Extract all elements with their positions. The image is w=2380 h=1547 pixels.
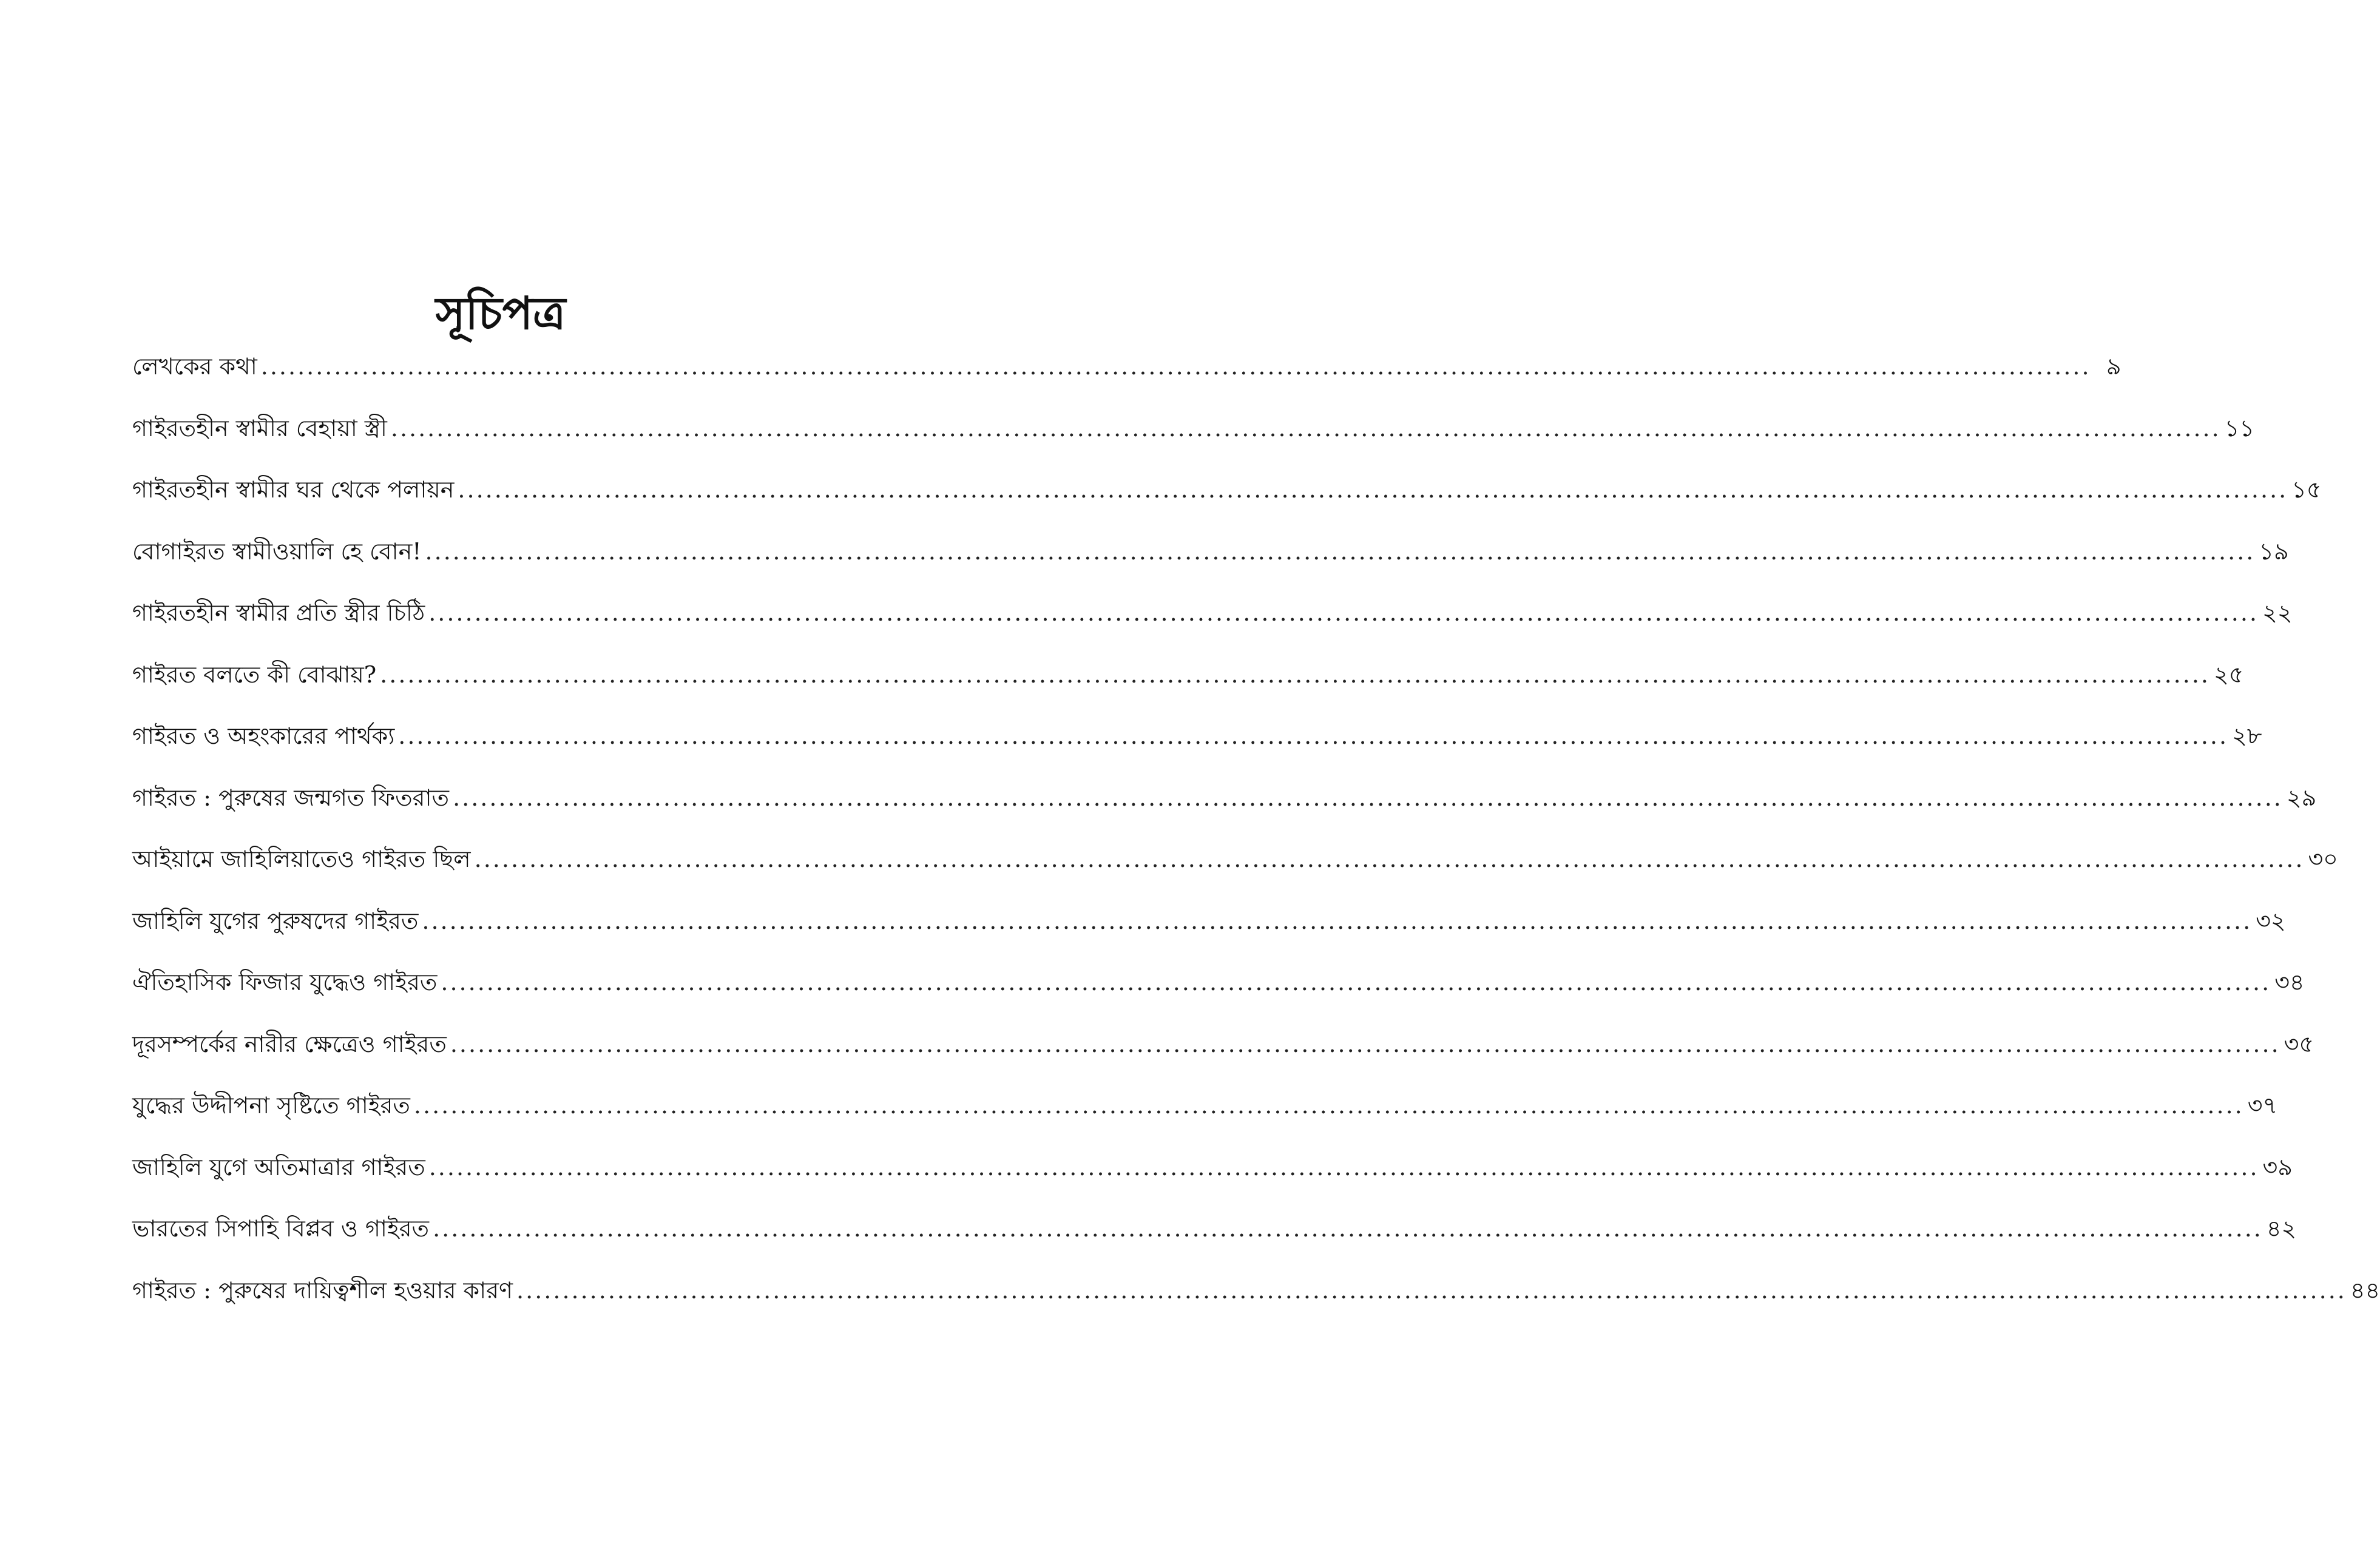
toc-entry: [132, 1276, 2380, 1341]
toc-entry: [132, 1030, 2314, 1094]
toc-entry: [132, 476, 2322, 540]
toc-entry: [132, 599, 2293, 663]
toc-entry-label: আইয়ামে জাহিলিয়াতেও গাইরত ছিল: [132, 846, 471, 872]
toc-entry-page: ৩৯: [2262, 1153, 2293, 1181]
page-title: সূচিপত্র: [435, 287, 566, 340]
toc-leader-dots: ........................................................................................................................................................................................................: [474, 846, 2305, 872]
toc-entry-label: লেখকের কথা: [132, 353, 257, 380]
toc-entry: [132, 1153, 2293, 1218]
toc-leader-dots: ........................................................................................................................................................................................................: [428, 1153, 2259, 1181]
toc-entry-page: ৯: [2106, 353, 2121, 380]
toc-entry-label: দূরসম্পর্কের নারীর ক্ষেত্রেও গাইরত: [132, 1030, 447, 1057]
toc-entry-page: ১৯: [2259, 538, 2289, 565]
toc-entry-page: ১১: [2224, 414, 2255, 442]
toc-entry-page: ৩৭: [2247, 1092, 2278, 1119]
toc-entry-label: গাইরত ও অহংকারের পার্থক্য: [132, 723, 395, 749]
toc-leader-dots: ........................................................................................................................................................................................................: [428, 599, 2259, 626]
toc-leader-dots: ........................................................................................................................................................................................................: [450, 1030, 2280, 1057]
toc-leader-dots: ........................................................................................................................................................................................................: [422, 907, 2253, 934]
toc-entry-label: ঐতিহাসিক ফিজার যুদ্ধেও গাইরত: [132, 969, 438, 996]
toc-leader-dots: ........................................................................................................................................................................................................: [458, 476, 2288, 503]
toc-entry-page: ৩৫: [2284, 1030, 2314, 1057]
toc-leader-dots: ........................................................................................................................................................................................................: [380, 661, 2210, 688]
toc-entry: [132, 846, 2338, 909]
toc-entry: [132, 538, 2289, 602]
toc-entry-label: গাইরত : পুরুষের দায়িত্বশীল হওয়ার কারণ: [132, 1276, 513, 1304]
toc-entry-label: গাইরতহীন স্বামীর ঘর থেকে পলায়ন: [132, 476, 455, 503]
toc-entry: [132, 1215, 2297, 1279]
toc-entry-page: ২৯: [2286, 784, 2317, 811]
toc-entry: [132, 969, 2305, 1033]
toc-entry-page: ১৫: [2291, 476, 2322, 503]
toc-entry-label: জাহিলি যুগের পুরুষদের গাইরত: [132, 907, 419, 934]
toc-entry: [132, 723, 2262, 786]
toc-entry-page: ৪২: [2266, 1215, 2297, 1242]
toc-entry: [132, 661, 2244, 725]
toc-entry-label: গাইরত বলতে কী বোঝায়?: [132, 661, 377, 688]
toc-entry-page: ২৮: [2232, 723, 2262, 749]
toc-entry: [132, 353, 2121, 417]
toc-entry: [132, 1092, 2278, 1156]
toc-leader-dots: ........................................................................................................................................................................................................: [398, 723, 2229, 749]
toc-leader-dots: ........................................................................................................................................................................................................: [390, 414, 2221, 442]
toc-leader-dots: ........................................................................................................................................................................................................: [260, 353, 2091, 380]
toc-entry-label: গাইরতহীন স্বামীর বেহায়া স্ত্রী: [132, 414, 387, 442]
toc-entry-label: গাইরত : পুরুষের জন্মগত ফিতরাত: [132, 784, 450, 811]
toc-leader-dots: ........................................................................................................................................................................................................: [433, 1215, 2263, 1242]
toc-entry-label: গাইরতহীন স্বামীর প্রতি স্ত্রীর চিঠি: [132, 599, 425, 626]
toc-entry: [132, 414, 2255, 479]
toc-leader-dots: ........................................................................................................................................................................................................: [425, 538, 2256, 565]
toc-entry-page: ৩৪: [2274, 969, 2305, 996]
toc-entry-page: ২৫: [2214, 661, 2244, 688]
toc-entry: [132, 907, 2286, 971]
toc-entry-label: জাহিলি যুগে অতিমাত্রার গাইরত: [132, 1153, 425, 1181]
toc-entry-page: ৩০: [2308, 846, 2338, 872]
toc-entry: [132, 784, 2317, 848]
toc-entry-label: যুদ্ধের উদ্দীপনা সৃষ্টিতে গাইরত: [132, 1092, 410, 1119]
toc-entry-page: ৩২: [2256, 907, 2286, 934]
toc-leader-dots: ........................................................................................................................................................................................................: [413, 1092, 2244, 1119]
toc-leader-dots: ........................................................................................................................................................................................................: [516, 1276, 2347, 1304]
toc-entry-label: বোগাইরত স্বামীওয়ালি হে বোন!: [132, 538, 422, 565]
toc-entry-page: ৪৪: [2350, 1276, 2380, 1304]
toc-entry-label: ভারতের সিপাহি বিপ্লব ও গাইরত: [132, 1215, 430, 1242]
toc-entry-page: ২২: [2262, 599, 2293, 626]
table-of-contents: [132, 353, 2380, 1340]
toc-leader-dots: ........................................................................................................................................................................................................: [453, 784, 2283, 811]
toc-leader-dots: ........................................................................................................................................................................................................: [441, 969, 2271, 996]
